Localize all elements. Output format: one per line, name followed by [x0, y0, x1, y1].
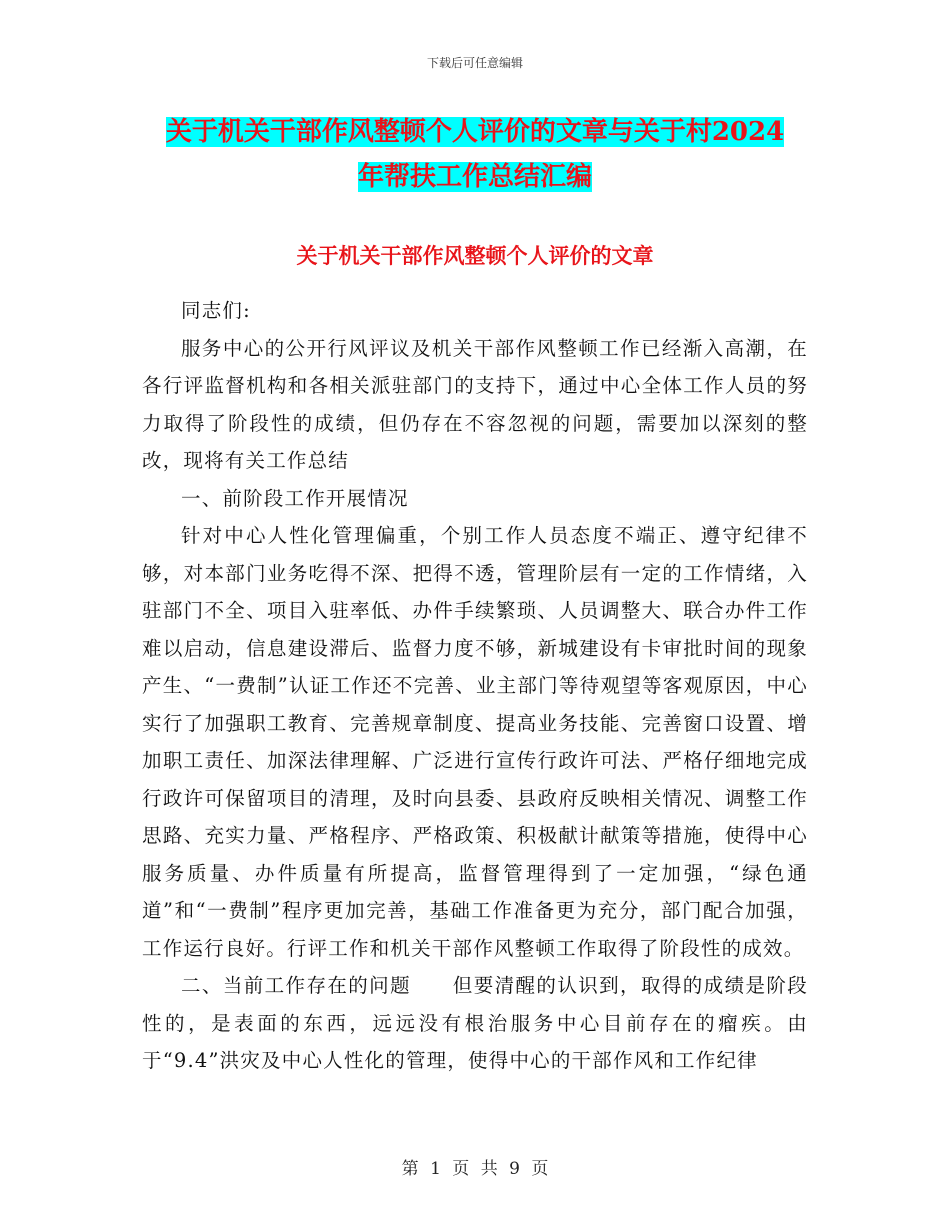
document-title-line-2: 年帮扶工作总结汇编 — [357, 162, 592, 192]
header-note: 下载后可任意编辑 — [426, 56, 523, 70]
document-title-line-1: 关于机关干部作风整顿个人评价的文章与关于村2024 — [165, 117, 785, 147]
document-title — [0, 110, 950, 200]
body-text — [142, 292, 808, 1080]
salutation: 同志们: — [181, 299, 251, 322]
paragraph: 二、当前工作存在的问题 但要清醒的认识到，取得的成绩是阶段性的，是表面的东西，远远没有根治服务中心目前存在的瘤疾。由于“9.4”洪灾及中心人性化的管理，使得中心的干部作风和工作纪律 — [142, 974, 808, 1072]
page-footer: 第 1 页 共 9 页 — [401, 1159, 549, 1179]
paragraph: 服务中心的公开行风评议及机关干部作风整顿工作已经渐入高潮，在各行评监督机构和各相关派驻部门的支持下，通过中心全体工作人员的努力取得了阶段性的成绩，但仍存在不容忽视的问题，需要加以深刻的整改，现将有关工作总结 — [142, 336, 808, 472]
subheading: 一、前阶段工作开展情况 — [181, 486, 409, 510]
paragraph: 针对中心人性化管理偏重，个别工作人员态度不端正、遵守纪律不够，对本部门业务吃得不深、把得不透，管理阶层有一定的工作情绪，入驻部门不全、项目入驻率低、办件手续繁琐、人员调整大、联合办件工作难以启动，信息建设滞后、监督力度不够，新城建设有卡审批时间的现象产生、“一费制”认证工作还不完善、业主部门等待观望等客观原因，中心实行了加强职工教育、完善规章制度、提高业务技能、完善窗口设置、增加职工责任、加深法律理解、广泛进行宣传行政许可法、严格仔细地完成行政许可保留项目的清理，及时向县委、县政府反映相关情况、调整工作思路、充实力量、严格程序、严格政策、积极献计献策等措施，使得中心服务质量、办件质量有所提高，监督管理得到了一定加强，“绿色通道”和“一费制”程序更加完善，基础工作准备更为充分，部门配合加强，工作运行良好。行评工作和机关干部作风整顿工作取得了阶段性的成效。 — [142, 524, 808, 960]
section-title: 关于机关干部作风整顿个人评价的文章 — [296, 243, 654, 268]
